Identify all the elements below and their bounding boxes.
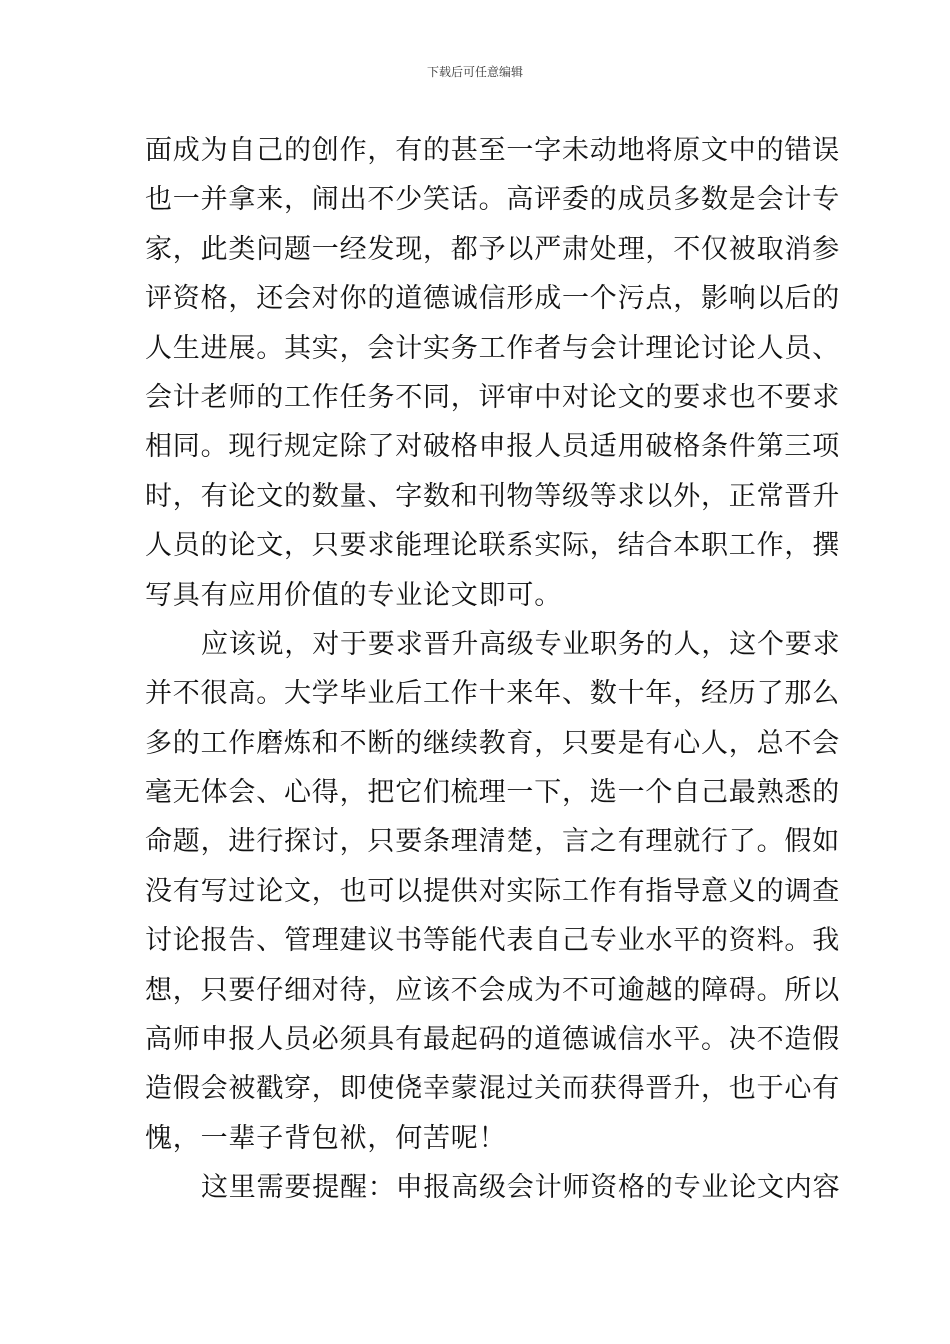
text-line: 造假会被戳穿，即使侥幸蒙混过关而获得晋升，也于心有	[145, 1073, 840, 1105]
text-line: 命题，进行探讨，只要条理清楚，言之有理就行了。假如	[145, 826, 840, 858]
paragraph-first-line: 应该说，对于要求晋升高级专业职务的人，这个要求	[201, 628, 841, 660]
text-line: 评资格，还会对你的道德诚信形成一个污点，影响以后的	[145, 283, 840, 315]
text-line: 人生进展。其实，会计实务工作者与会计理论讨论人员、	[145, 332, 840, 364]
paragraph-first-line: 这里需要提醒：申报高级会计师资格的专业论文内容	[201, 1172, 841, 1204]
text-line: 会计老师的工作任务不同，评审中对论文的要求也不要求	[145, 381, 840, 413]
text-line: 面成为自己的创作，有的甚至一字未动地将原文中的错误	[145, 135, 840, 166]
text-line: 讨论报告、管理建议书等能代表自己专业水平的资料。我	[145, 925, 840, 957]
text-line: 没有写过论文，也可以提供对实际工作有指导意义的调查	[145, 875, 840, 907]
document-body	[145, 126, 841, 1213]
text-line: 毫无体会、心得，把它们梳理一下，选一个自己最熟悉的	[145, 777, 840, 809]
text-line: 家，此类问题一经发现，都予以严肃处理，不仅被取消参	[145, 233, 840, 265]
text-line: 时，有论文的数量、字数和刊物等级等求以外，正常晋升	[145, 480, 840, 512]
text-line: 也一并拿来，闹出不少笑话。高评委的成员多数是会计专	[145, 184, 840, 216]
text-line: 愧，一辈子背包袱，何苦呢！	[145, 1122, 507, 1154]
text-line: 想，只要仔细对待，应该不会成为不可逾越的障碍。所以	[145, 974, 840, 1006]
text-line: 多的工作磨炼和不断的继续教育，只要是有心人，总不会	[145, 727, 840, 759]
text-line: 并不很高。大学毕业后工作十来年、数十年，经历了那么	[145, 678, 840, 710]
text-line: 相同。现行规定除了对破格申报人员适用破格条件第三项	[145, 431, 840, 463]
page-header: 下载后可任意编辑	[426, 65, 523, 79]
text-line: 高师申报人员必须具有最起码的道德诚信水平。决不造假	[145, 1024, 840, 1056]
text-line: 写具有应用价值的专业论文即可。	[145, 579, 562, 611]
text-line: 人员的论文，只要求能理论联系实际，结合本职工作，撰	[145, 530, 840, 562]
